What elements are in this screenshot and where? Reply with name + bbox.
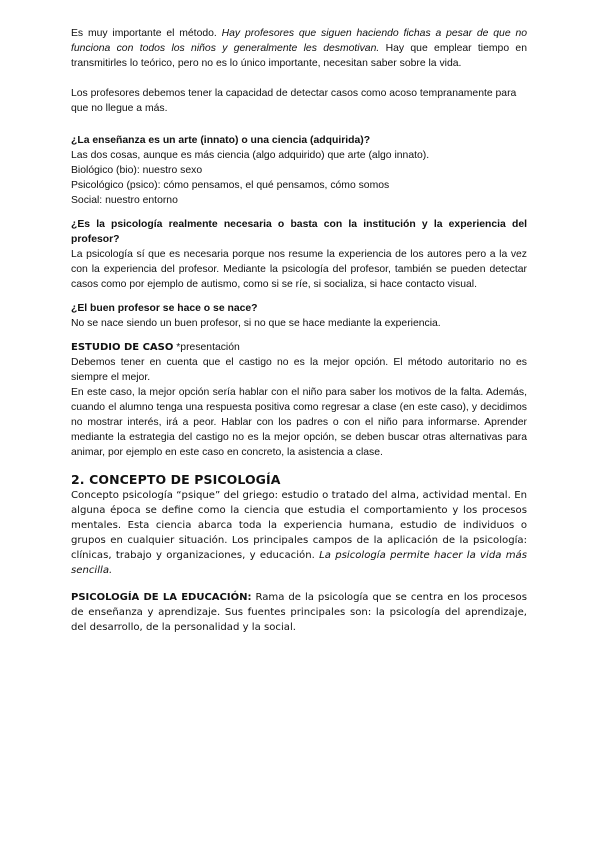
question-1-line-2: Biológico (bio): nuestro sexo xyxy=(71,165,203,176)
case-paragraph-2: En este caso, la mejor opción sería hablar con el niño para saber los motivos de la falta. Además, cuando el alumno tenga una respuesta positiva como regresar a clase (en este caso), y decidimos no mostrar interés, irá a peor. Hablar con los padres o con el niño para informarse. Aprender mediante la estrategia del castigo no es la mejor opción, se deben buscar otras alternativas para animar, por ejemplo en este caso en concreto, la asistencia a clase. xyxy=(71,387,527,458)
case-note: *presentación xyxy=(173,342,240,353)
document-page xyxy=(71,26,527,635)
intro-italic-text: Hay profesores que siguen haciendo fichas a pesar de que no funciona con todos los niños y generalmente les desmotivan. xyxy=(71,28,528,54)
question-2-body: La psicología sí que es necesaria porque nos resume la experiencia de los autores pero a la vez con la experiencia del profesor. Mediante la psicología del profesor, también se pueden detectar casos como por ejemplo de autismo, como si se ríe, si socializa, si hace contacto visual. xyxy=(71,249,527,290)
case-heading xyxy=(71,340,527,355)
education-paragraph xyxy=(71,590,527,635)
question-1-line-1: Las dos cosas, aunque es más ciencia (algo adquirido) que arte (algo innato). xyxy=(71,150,430,161)
question-2-title: ¿Es la psicología realmente necesaria o basta con la institución y la experiencia del profesor? xyxy=(71,219,527,245)
case-paragraph-1: Debemos tener en cuenta que el castigo no es la mejor opción. El método autoritario no es siempre el mejor. xyxy=(71,357,527,383)
question-3-body: No se nace siendo un buen profesor, si no que se hace mediante la experiencia. xyxy=(71,318,441,329)
intro-text-a: Es muy importante el método. xyxy=(71,28,222,39)
intro-paragraph-2: Los profesores debemos tener la capacidad de detectar casos como acoso tempranamente para que no llegue a más. xyxy=(71,88,517,114)
education-body: Rama de la psicología que se centra en los procesos de enseñanza y aprendizaje. Sus fuentes principales son: la psicología del aprendizaje, del desarrollo, de la personalidad y la social. xyxy=(71,592,527,633)
question-3-title: ¿El buen profesor se hace o se nace? xyxy=(71,303,258,314)
question-1-line-4: Social: nuestro entorno xyxy=(71,195,178,206)
question-1-line-3: Psicológico (psico): cómo pensamos, el qué pensamos, cómo somos xyxy=(71,180,390,191)
question-1-title: ¿La enseñanza es un arte (innato) o una ciencia (adquirida)? xyxy=(71,135,371,146)
section-2-text: Concepto psicología “psique” del griego: estudio o tratado del alma, actividad mental. En alguna época se define como la ciencia que estudia el comportamiento y los procesos mentales. Esta ciencia abarca toda la experiencia humana, estudio de individuos o grupos en cualquier situación. Los principales campos de la aplicación de la psicología: clínicas, trabajo y organizaciones, y educación. xyxy=(71,490,527,561)
case-title: ESTUDIO DE CASO xyxy=(71,342,174,353)
education-title: PSICOLOGÍA DE LA EDUCACIÓN: xyxy=(71,592,252,603)
section-2-heading: 2. CONCEPTO DE PSICOLOGÍA xyxy=(71,472,281,487)
intro-paragraph-1 xyxy=(71,26,527,71)
section-2-body xyxy=(71,488,527,578)
section-2-italic-text: La psicología permite hacer la vida más sencilla. xyxy=(71,550,527,576)
intro-text-c: Hay que emplear tiempo en transmitirles lo teórico, pero no es lo único importante, necesitan saber sobre la vida. xyxy=(71,43,527,69)
